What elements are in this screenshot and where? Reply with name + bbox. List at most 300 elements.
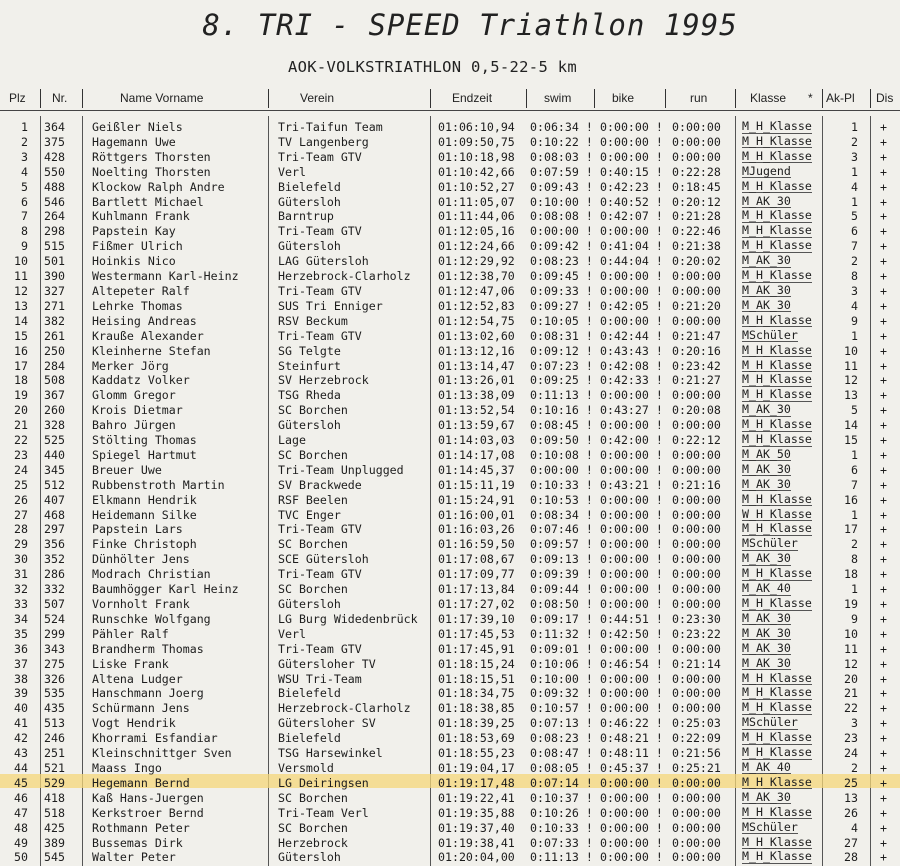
cell-verein: RSF Beelen [278, 492, 348, 507]
cell-name: Krauße Alexander [92, 328, 204, 343]
cell-dis: + [880, 433, 887, 448]
cell-name: Altepeter Ralf [92, 283, 190, 298]
cell-dis: + [880, 671, 887, 686]
cell-endzeit: 01:10:18,98 [438, 149, 515, 164]
cell-plz: 45 [14, 775, 28, 790]
cell-verein: Tri-Team GTV [278, 328, 362, 343]
cell-dis: + [880, 418, 887, 433]
cell-dis: + [880, 373, 887, 388]
cell-akpl: 1 [851, 328, 858, 343]
table-row [0, 716, 900, 731]
cell-verein: SC Borchen [278, 447, 348, 462]
cell-klasse: M_H_Klasse [742, 312, 812, 327]
cell-name: Khorrami Esfandiar [92, 731, 218, 746]
cell-akpl: 1 [851, 120, 858, 134]
cell-klasse: M_AK_30 [742, 640, 791, 655]
cell-run: 0:00:00 [672, 418, 721, 433]
table-row [0, 165, 900, 180]
cell-dis: + [880, 239, 887, 254]
header-divider [526, 89, 527, 108]
cell-verein: Bielefeld [278, 179, 341, 194]
cell-swim: 0:06:34 ! [530, 120, 593, 134]
cell-akpl: 17 [844, 522, 858, 537]
cell-bike: 0:48:11 ! [600, 746, 663, 761]
header-divider [594, 89, 595, 108]
cell-bike: 0:43:27 ! [600, 403, 663, 418]
cell-bike: 0:00:00 ! [600, 418, 663, 433]
cell-run: 0:21:20 [672, 298, 721, 313]
cell-nr: 246 [44, 731, 65, 746]
cell-bike: 0:44:51 ! [600, 611, 663, 626]
table-row [0, 821, 900, 836]
table-row [0, 672, 900, 687]
cell-plz: 27 [14, 507, 28, 522]
cell-name: Westermann Karl-Heinz [92, 269, 239, 284]
table-row [0, 329, 900, 344]
cell-nr: 515 [44, 239, 65, 254]
header-star: * [808, 91, 813, 105]
cell-dis: + [880, 194, 887, 209]
cell-name: Bussemas Dirk [92, 835, 183, 850]
cell-akpl: 9 [851, 313, 858, 328]
cell-dis: + [880, 447, 887, 462]
cell-bike: 0:00:00 ! [600, 522, 663, 537]
cell-bike: 0:00:00 ! [600, 537, 663, 552]
cell-plz: 39 [14, 686, 28, 701]
cell-dis: + [880, 760, 887, 775]
cell-run: 0:00:00 [672, 671, 721, 686]
cell-verein: Gütersloh [278, 239, 341, 254]
cell-dis: + [880, 477, 887, 492]
document-title: 8. TRI - SPEED Triathlon 1995 [202, 8, 738, 42]
cell-plz: 34 [14, 611, 28, 626]
cell-swim: 0:00:00 ! [530, 462, 593, 477]
cell-run: 0:20:02 [672, 254, 721, 269]
cell-nr: 513 [44, 716, 65, 731]
cell-akpl: 14 [844, 418, 858, 433]
table-row [0, 299, 900, 314]
table-row [0, 150, 900, 165]
cell-nr: 518 [44, 805, 65, 820]
cell-nr: 343 [44, 641, 65, 656]
cell-endzeit: 01:12:54,75 [438, 313, 515, 328]
cell-run: 0:00:00 [672, 388, 721, 403]
cell-akpl: 4 [851, 820, 858, 835]
cell-plz: 33 [14, 597, 28, 611]
cell-akpl: 3 [851, 716, 858, 731]
cell-plz: 23 [14, 447, 28, 462]
cell-run: 0:00:00 [672, 120, 721, 134]
cell-nr: 521 [44, 760, 65, 775]
cell-dis: + [880, 343, 887, 358]
cell-bike: 0:00:00 ! [600, 149, 663, 164]
cell-swim: 0:09:57 ! [530, 537, 593, 552]
cell-bike: 0:00:00 ! [600, 388, 663, 403]
cell-endzeit: 01:13:26,01 [438, 373, 515, 388]
cell-dis: + [880, 701, 887, 716]
header-divider [40, 89, 41, 108]
cell-nr: 501 [44, 254, 65, 269]
cell-plz: 46 [14, 790, 28, 805]
table-row [0, 359, 900, 374]
cell-klasse: M_AK_30 [742, 193, 791, 208]
header-run: run [690, 91, 708, 105]
cell-verein: Tri-Team Unplugged [278, 462, 404, 477]
cell-bike: 0:00:00 ! [600, 552, 663, 567]
cell-name: Hanschmann Joerg [92, 686, 204, 701]
cell-plz: 24 [14, 462, 28, 477]
cell-nr: 299 [44, 626, 65, 641]
cell-klasse: M_H_Klasse [742, 804, 812, 819]
cell-verein: Steinfurt [278, 358, 341, 373]
cell-name: Stölting Thomas [92, 433, 197, 448]
cell-plz: 12 [14, 283, 28, 298]
cell-run: 0:23:22 [672, 626, 721, 641]
cell-verein: SV Herzebrock [278, 373, 369, 388]
cell-swim: 0:10:08 ! [530, 447, 593, 462]
cell-klasse: MJugend [742, 163, 791, 178]
cell-nr: 284 [44, 358, 65, 373]
cell-akpl: 22 [844, 701, 858, 716]
cell-bike: 0:42:23 ! [600, 179, 663, 194]
cell-run: 0:00:00 [672, 835, 721, 850]
cell-swim: 0:07:59 ! [530, 164, 593, 179]
cell-akpl: 6 [851, 462, 858, 477]
cell-verein: Gütersloher TV [278, 656, 376, 671]
cell-endzeit: 01:13:12,16 [438, 343, 515, 358]
table-row [0, 746, 900, 761]
table-row [0, 493, 900, 508]
cell-dis: + [880, 537, 887, 552]
cell-plz: 35 [14, 626, 28, 641]
cell-endzeit: 01:18:55,23 [438, 746, 515, 761]
cell-verein: Gütersloh [278, 850, 341, 865]
table-row [0, 314, 900, 329]
cell-name: Papstein Lars [92, 522, 183, 537]
cell-swim: 0:10:53 ! [530, 492, 593, 507]
cell-name: Noelting Thorsten [92, 164, 211, 179]
cell-bike: 0:42:08 ! [600, 358, 663, 373]
cell-swim: 0:09:45 ! [530, 269, 593, 284]
cell-bike: 0:00:00 ! [600, 775, 663, 790]
cell-run: 0:21:38 [672, 239, 721, 254]
cell-dis: + [880, 179, 887, 194]
cell-run: 0:00:00 [672, 567, 721, 582]
cell-endzeit: 01:18:15,51 [438, 671, 515, 686]
cell-swim: 0:11:32 ! [530, 626, 593, 641]
cell-run: 0:00:00 [672, 686, 721, 701]
cell-dis: + [880, 626, 887, 641]
cell-name: Bahro Jürgen [92, 418, 176, 433]
table-row [0, 582, 900, 597]
cell-plz: 31 [14, 567, 28, 582]
header-divider [665, 89, 666, 108]
table-row [0, 508, 900, 523]
cell-akpl: 1 [851, 164, 858, 179]
cell-dis: + [880, 492, 887, 507]
cell-klasse: M_H_Klasse [742, 745, 812, 760]
cell-endzeit: 01:10:52,27 [438, 179, 515, 194]
cell-swim: 0:07:13 ! [530, 716, 593, 731]
table-row [0, 806, 900, 821]
cell-klasse: M_H_Klasse [742, 491, 812, 506]
cell-run: 0:00:00 [672, 820, 721, 835]
header-plz: Plz [9, 91, 26, 105]
cell-swim: 0:11:13 ! [530, 850, 593, 865]
cell-klasse: M_H_Klasse [742, 849, 812, 864]
cell-verein: Tri-Team GTV [278, 149, 362, 164]
cell-plz: 3 [21, 149, 28, 164]
cell-dis: + [880, 164, 887, 179]
table-row [0, 195, 900, 210]
cell-klasse: M_AK_30 [742, 402, 791, 417]
cell-run: 0:00:00 [672, 790, 721, 805]
cell-dis: + [880, 403, 887, 418]
cell-bike: 0:00:00 ! [600, 283, 663, 298]
cell-endzeit: 01:15:24,91 [438, 492, 515, 507]
cell-dis: + [880, 134, 887, 149]
cell-klasse: M_AK_30 [742, 253, 791, 268]
cell-verein: Herzebrock-Clarholz [278, 701, 411, 716]
cell-bike: 0:00:00 ! [600, 641, 663, 656]
cell-run: 0:00:00 [672, 134, 721, 149]
cell-name: Hoinkis Nico [92, 254, 176, 269]
table-row [0, 567, 900, 582]
cell-klasse: M_H_Klasse [742, 387, 812, 402]
cell-akpl: 28 [844, 850, 858, 865]
cell-plz: 15 [14, 328, 28, 343]
cell-plz: 47 [14, 805, 28, 820]
cell-swim: 0:10:57 ! [530, 701, 593, 716]
cell-verein: TVC Enger [278, 507, 341, 522]
cell-swim: 0:10:00 ! [530, 671, 593, 686]
cell-run: 0:00:00 [672, 641, 721, 656]
cell-bike: 0:00:00 ! [600, 269, 663, 284]
cell-akpl: 26 [844, 805, 858, 820]
cell-plz: 19 [14, 388, 28, 403]
cell-verein: Tri-Team GTV [278, 224, 362, 239]
cell-akpl: 21 [844, 686, 858, 701]
cell-bike: 0:00:00 ! [600, 582, 663, 597]
cell-run: 0:00:00 [672, 701, 721, 716]
cell-name: Kleinschnittger Sven [92, 746, 232, 761]
table-row [0, 344, 900, 359]
cell-swim: 0:10:00 ! [530, 194, 593, 209]
cell-dis: + [880, 522, 887, 537]
table-row [0, 657, 900, 672]
cell-klasse: M_H_Klasse [742, 372, 812, 387]
table-row [0, 209, 900, 224]
cell-nr: 508 [44, 373, 65, 388]
cell-endzeit: 01:18:53,69 [438, 731, 515, 746]
cell-verein: Lage [278, 433, 306, 448]
cell-verein: Tri-Team GTV [278, 641, 362, 656]
cell-klasse: M_H_Klasse [742, 730, 812, 745]
cell-plz: 7 [21, 209, 28, 224]
cell-name: Liske Frank [92, 656, 169, 671]
cell-klasse: M_AK_30 [742, 551, 791, 566]
cell-plz: 2 [21, 134, 28, 149]
cell-swim: 0:08:47 ! [530, 746, 593, 761]
cell-dis: + [880, 269, 887, 284]
cell-bike: 0:42:07 ! [600, 209, 663, 224]
cell-klasse: M_H_Klasse [742, 670, 812, 685]
table-row [0, 478, 900, 493]
header-dis: Dis [876, 91, 894, 105]
cell-bike: 0:00:00 ! [600, 462, 663, 477]
cell-verein: SC Borchen [278, 403, 348, 418]
cell-bike: 0:40:15 ! [600, 164, 663, 179]
cell-plz: 40 [14, 701, 28, 716]
cell-nr: 545 [44, 850, 65, 865]
cell-plz: 26 [14, 492, 28, 507]
cell-endzeit: 01:12:38,70 [438, 269, 515, 284]
cell-akpl: 10 [844, 626, 858, 641]
cell-plz: 4 [21, 164, 28, 179]
cell-nr: 367 [44, 388, 65, 403]
cell-run: 0:00:00 [672, 805, 721, 820]
cell-klasse: M_H_Klasse [742, 700, 812, 715]
table-row [0, 135, 900, 150]
cell-dis: + [880, 283, 887, 298]
cell-klasse: M_H_Klasse [742, 133, 812, 148]
cell-klasse: M_H_Klasse [742, 357, 812, 372]
cell-verein: WSU Tri-Team [278, 671, 362, 686]
cell-dis: + [880, 746, 887, 761]
cell-endzeit: 01:19:17,48 [438, 775, 515, 790]
cell-verein: RSV Beckum [278, 313, 348, 328]
results-table [0, 120, 900, 865]
table-row [0, 627, 900, 642]
cell-endzeit: 01:13:02,60 [438, 328, 515, 343]
cell-plz: 6 [21, 194, 28, 209]
cell-name: Pähler Ralf [92, 626, 169, 641]
cell-klasse: M_H_Klasse [742, 566, 812, 581]
cell-dis: + [880, 388, 887, 403]
cell-nr: 328 [44, 418, 65, 433]
cell-nr: 264 [44, 209, 65, 224]
cell-run: 0:00:00 [672, 522, 721, 537]
cell-verein: Tri-Taifun Team [278, 120, 383, 134]
cell-verein: LG Deiringsen [278, 775, 369, 790]
cell-endzeit: 01:16:59,50 [438, 537, 515, 552]
cell-name: Kuhlmann Frank [92, 209, 190, 224]
cell-name: Kleinherne Stefan [92, 343, 211, 358]
cell-plz: 32 [14, 582, 28, 597]
cell-nr: 326 [44, 671, 65, 686]
cell-klasse: MSchüler [742, 819, 798, 834]
cell-verein: LG Burg Widedenbrück [278, 611, 418, 626]
cell-akpl: 13 [844, 790, 858, 805]
cell-endzeit: 01:15:11,19 [438, 477, 515, 492]
table-row [0, 552, 900, 567]
cell-verein: SC Borchen [278, 820, 348, 835]
cell-klasse: M_H_Klasse [742, 774, 812, 789]
cell-run: 0:22:46 [672, 224, 721, 239]
cell-dis: + [880, 611, 887, 626]
table-row [0, 418, 900, 433]
cell-run: 0:21:27 [672, 373, 721, 388]
cell-dis: + [880, 805, 887, 820]
cell-dis: + [880, 850, 887, 865]
cell-endzeit: 01:17:45,91 [438, 641, 515, 656]
header-bike: bike [612, 91, 635, 105]
cell-verein: LAG Gütersloh [278, 254, 369, 269]
cell-run: 0:23:30 [672, 611, 721, 626]
table-row [0, 836, 900, 851]
cell-plz: 21 [14, 418, 28, 433]
cell-name: Geißler Niels [92, 120, 183, 134]
cell-dis: + [880, 507, 887, 522]
cell-nr: 512 [44, 477, 65, 492]
cell-run: 0:00:00 [672, 507, 721, 522]
cell-verein: Tri-Team GTV [278, 567, 362, 582]
cell-akpl: 6 [851, 224, 858, 239]
cell-endzeit: 01:12:24,66 [438, 239, 515, 254]
cell-verein: SC Borchen [278, 582, 348, 597]
cell-swim: 0:09:01 ! [530, 641, 593, 656]
cell-nr: 250 [44, 343, 65, 358]
cell-bike: 0:42:44 ! [600, 328, 663, 343]
cell-plz: 30 [14, 552, 28, 567]
cell-plz: 22 [14, 433, 28, 448]
cell-name: Baumhögger Karl Heinz [92, 582, 239, 597]
cell-plz: 1 [21, 120, 28, 134]
cell-swim: 0:09:43 ! [530, 179, 593, 194]
cell-akpl: 10 [844, 343, 858, 358]
cell-nr: 260 [44, 403, 65, 418]
header-divider [735, 89, 736, 108]
cell-bike: 0:00:00 ! [600, 447, 663, 462]
cell-akpl: 13 [844, 388, 858, 403]
cell-bike: 0:00:00 ! [600, 567, 663, 582]
cell-dis: + [880, 552, 887, 567]
table-row [0, 791, 900, 806]
cell-name: Breuer Uwe [92, 462, 162, 477]
cell-endzeit: 01:11:44,06 [438, 209, 515, 224]
cell-endzeit: 01:13:59,67 [438, 418, 515, 433]
cell-swim: 0:10:16 ! [530, 403, 593, 418]
cell-nr: 529 [44, 775, 65, 790]
cell-dis: + [880, 254, 887, 269]
cell-akpl: 8 [851, 552, 858, 567]
cell-verein: SC Borchen [278, 537, 348, 552]
cell-nr: 251 [44, 746, 65, 761]
cell-dis: + [880, 790, 887, 805]
cell-dis: + [880, 298, 887, 313]
cell-swim: 0:08:23 ! [530, 731, 593, 746]
cell-run: 0:00:00 [672, 313, 721, 328]
cell-plz: 29 [14, 537, 28, 552]
cell-dis: + [880, 567, 887, 582]
cell-klasse: M_H_Klasse [742, 268, 812, 283]
cell-swim: 0:08:03 ! [530, 149, 593, 164]
cell-akpl: 1 [851, 507, 858, 522]
cell-name: Klockow Ralph Andre [92, 179, 225, 194]
cell-akpl: 5 [851, 209, 858, 224]
cell-plz: 50 [14, 850, 28, 865]
cell-dis: + [880, 313, 887, 328]
cell-endzeit: 01:12:29,92 [438, 254, 515, 269]
cell-nr: 298 [44, 224, 65, 239]
cell-klasse: M_H_Klasse [742, 596, 812, 610]
cell-run: 0:00:00 [672, 149, 721, 164]
cell-swim: 0:10:22 ! [530, 134, 593, 149]
cell-verein: TSG Rheda [278, 388, 341, 403]
cell-run: 0:00:00 [672, 850, 721, 865]
cell-plz: 18 [14, 373, 28, 388]
cell-nr: 356 [44, 537, 65, 552]
